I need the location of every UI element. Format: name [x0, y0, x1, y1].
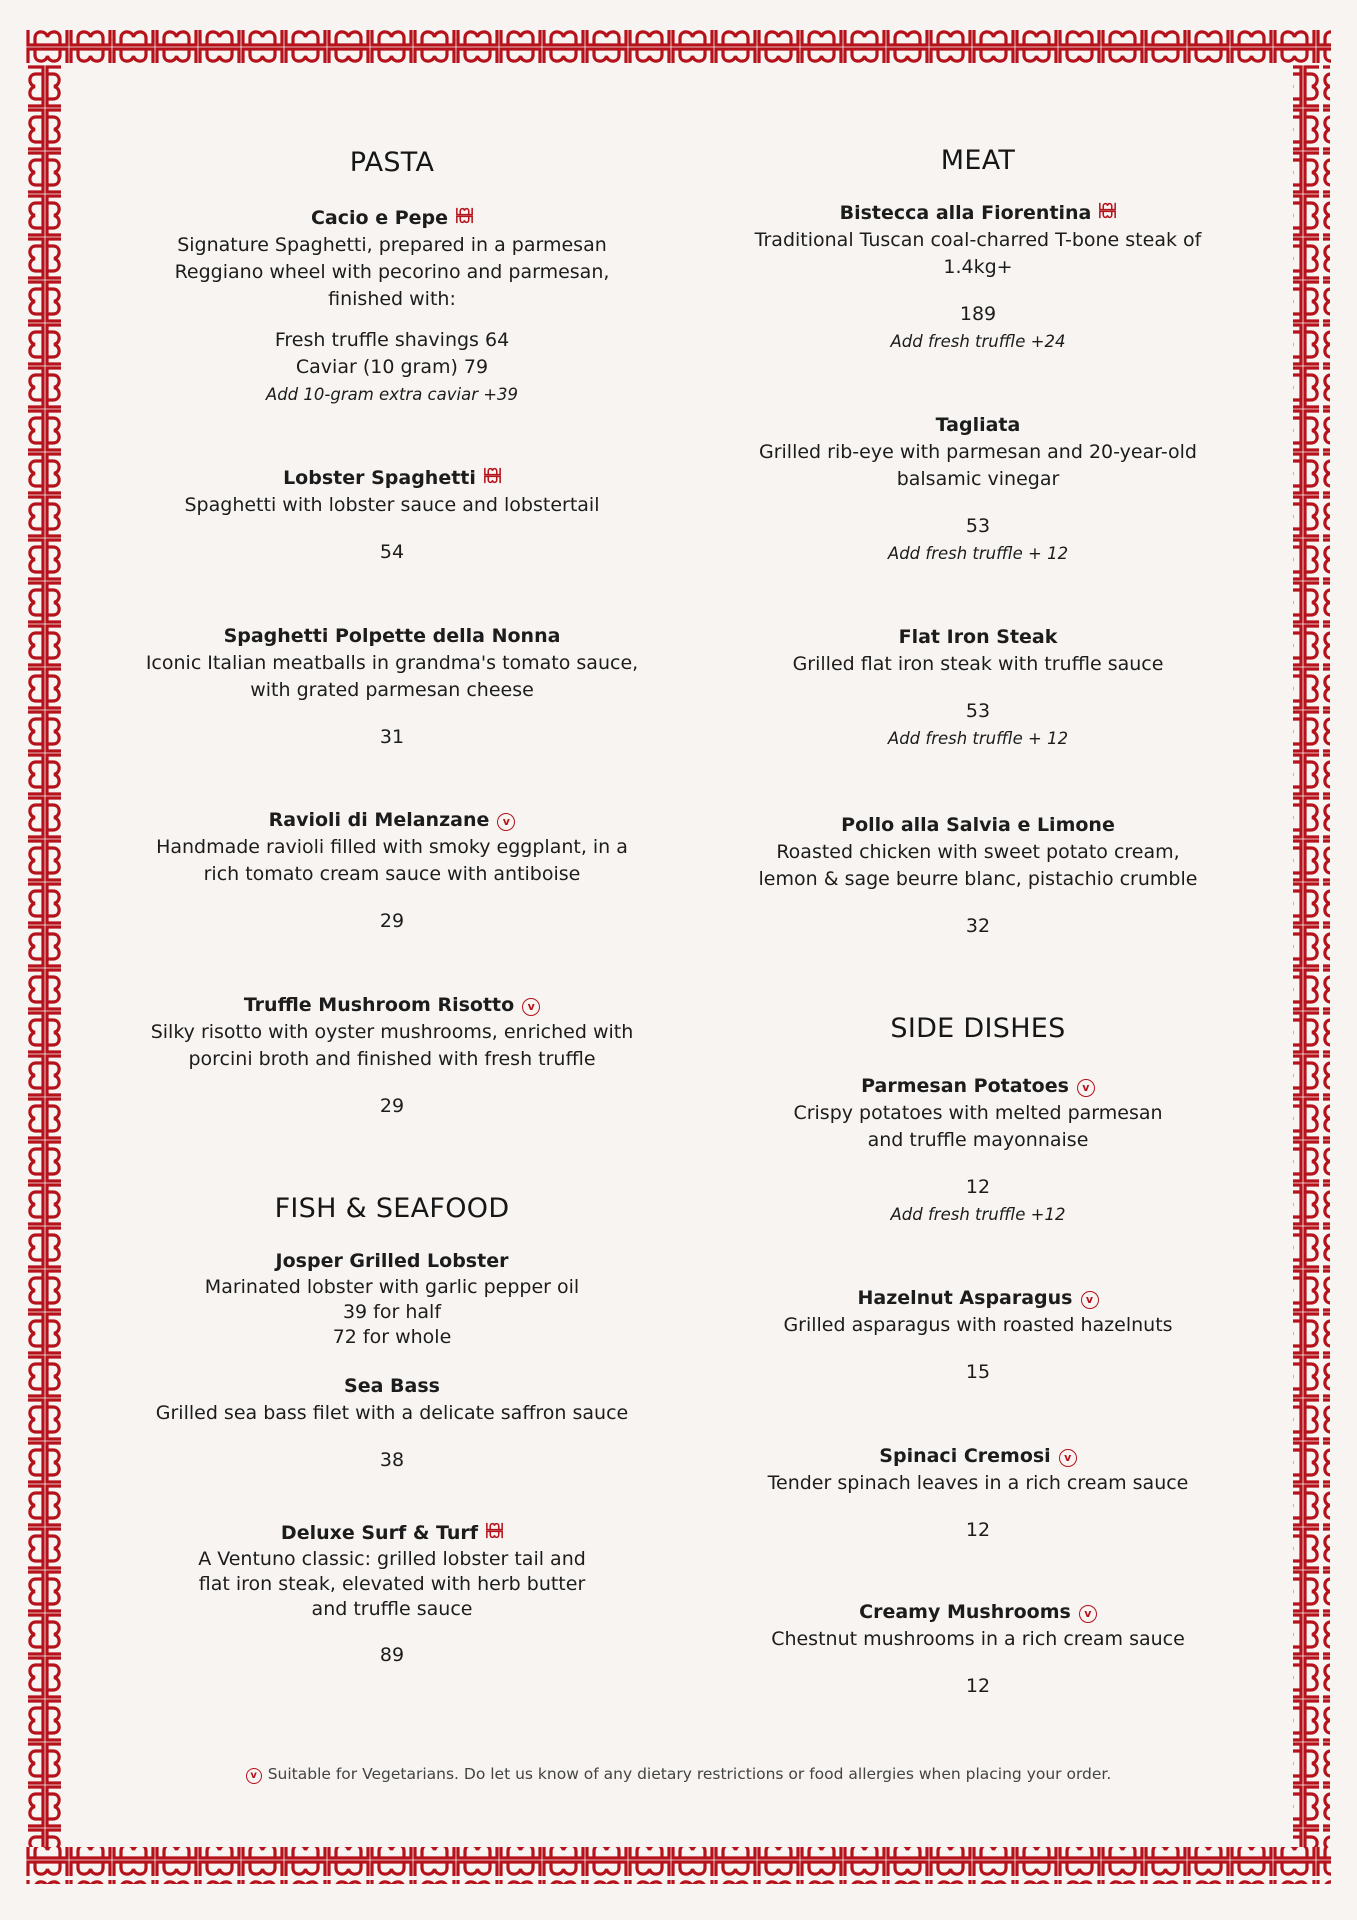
- vegetarian-icon: v: [1081, 1291, 1099, 1309]
- signature-dish-icon: [484, 467, 501, 484]
- vegetarian-icon: v: [246, 1768, 262, 1784]
- dish-parmesan-potatoes: [698, 1073, 1258, 1228]
- dish-flat-iron-steak: [698, 624, 1258, 752]
- dish-sea-bass: [112, 1373, 672, 1474]
- dish-note: Add 10-gram extra caviar +39: [265, 385, 519, 404]
- section-title-fish: FISH & SEAFOOD: [274, 1193, 510, 1224]
- dish-truffle-risotto: [112, 992, 672, 1120]
- dish-note: Add fresh truffle + 12: [887, 544, 1069, 563]
- dish-price: 12: [965, 1519, 991, 1541]
- dish-pollo: [698, 812, 1258, 940]
- dish-price: 53: [965, 515, 991, 537]
- dish-price: 89: [379, 1644, 405, 1666]
- dish-extras: Fresh truffle shavings 64 Caviar (10 gram) 79: [274, 329, 510, 378]
- dish-description: Grilled asparagus with roasted hazelnuts: [783, 1314, 1173, 1336]
- dish-name: Cacio e Pepe: [310, 207, 448, 229]
- dish-price: 32: [965, 915, 991, 937]
- dish-name: Lobster Spaghetti: [283, 467, 476, 489]
- dish-name: Spinaci Cremosi: [879, 1445, 1051, 1467]
- dish-name: Flat Iron Steak: [898, 626, 1058, 648]
- dish-description: Grilled sea bass filet with a delicate saffron sauce: [155, 1402, 629, 1424]
- dish-note: Add fresh truffle +24: [890, 332, 1066, 351]
- dish-surf-turf: [112, 1520, 672, 1669]
- dish-name: Creamy Mushrooms: [859, 1601, 1071, 1623]
- dish-description: Handmade ravioli filled with smoky eggplant, in a rich tomato cream sauce with antiboise: [156, 836, 628, 885]
- dish-description: Iconic Italian meatballs in grandma's tomato sauce, with grated parmesan cheese: [145, 652, 639, 701]
- dish-name: Tagliata: [935, 414, 1021, 436]
- dish-note: Add fresh truffle + 12: [887, 729, 1069, 748]
- vegetarian-icon: v: [1077, 1079, 1095, 1097]
- dish-name: Truffle Mushroom Risotto: [243, 994, 515, 1016]
- dish-name: Deluxe Surf & Turf: [280, 1522, 479, 1544]
- dish-name: Pollo alla Salvia e Limone: [841, 814, 1115, 836]
- signature-dish-icon: [1099, 202, 1116, 219]
- dish-note: Add fresh truffle +12: [890, 1205, 1066, 1224]
- dish-description: Grilled rib-eye with parmesan and 20-year-old balsamic vinegar: [758, 441, 1197, 490]
- dish-price: 189: [959, 303, 997, 325]
- border-left: [26, 65, 63, 1847]
- section-title-meat: MEAT: [940, 145, 1016, 176]
- dish-price: 54: [379, 541, 405, 563]
- dish-creamy-mushrooms: [698, 1599, 1258, 1700]
- dish-price: 31: [379, 726, 405, 748]
- dish-description: Signature Spaghetti, prepared in a parmesan Reggiano wheel with pecorino and parmesan, finished with:: [174, 234, 610, 310]
- dish-description: Spaghetti with lobster sauce and lobstertail: [184, 494, 600, 516]
- dish-ravioli: [112, 807, 672, 935]
- vegetarian-icon: v: [1059, 1449, 1077, 1467]
- dish-bistecca: [698, 200, 1258, 355]
- dish-description: Grilled flat iron steak with truffle sauce: [792, 653, 1164, 675]
- dish-name: Sea Bass: [344, 1375, 440, 1397]
- dish-polpette: [112, 623, 672, 751]
- dish-tagliata: [698, 412, 1258, 567]
- dish-name: Hazelnut Asparagus: [857, 1287, 1073, 1309]
- dish-name: Spaghetti Polpette della Nonna: [223, 625, 561, 647]
- dish-cacio-e-pepe: [112, 205, 672, 408]
- section-title-pasta: PASTA: [349, 147, 435, 178]
- footer-note: [0, 1765, 1357, 1784]
- dish-spinaci-cremosi: [698, 1443, 1258, 1544]
- border-right: [1293, 65, 1330, 1847]
- dish-price: 15: [965, 1361, 991, 1383]
- vegetarian-icon: v: [497, 813, 515, 831]
- border-top: [26, 28, 1331, 65]
- dish-lobster-spaghetti: [112, 465, 672, 566]
- footer-text: Suitable for Vegetarians. Do let us know of any dietary restrictions or food allergies when placing your order.: [267, 1765, 1112, 1783]
- dish-description: Silky risotto with oyster mushrooms, enriched with porcini broth and finished with fresh truffle: [150, 1021, 634, 1070]
- dish-name: Ravioli di Melanzane: [268, 809, 490, 831]
- dish-price: 29: [379, 1095, 405, 1117]
- dish-name: Parmesan Potatoes: [861, 1075, 1069, 1097]
- dish-name: Bistecca alla Fiorentina: [839, 202, 1092, 224]
- dish-description: Tender spinach leaves in a rich cream sauce: [767, 1472, 1189, 1494]
- dish-price: 38: [379, 1449, 405, 1471]
- dish-description: A Ventuno classic: grilled lobster tail and flat iron steak, elevated with herb butter and truffle sauce: [198, 1548, 586, 1620]
- dish-price: 12: [965, 1675, 991, 1697]
- dish-name: Josper Grilled Lobster: [275, 1250, 509, 1272]
- vegetarian-icon: v: [522, 998, 540, 1016]
- signature-dish-icon: [456, 207, 473, 224]
- dish-hazelnut-asparagus: [698, 1285, 1258, 1386]
- border-bottom: [26, 1847, 1331, 1884]
- section-title-sides: SIDE DISHES: [890, 1013, 1066, 1044]
- dish-description: Chestnut mushrooms in a rich cream sauce: [771, 1628, 1185, 1650]
- dish-price: 53: [965, 700, 991, 722]
- dish-description: Crispy potatoes with melted parmesan and truffle mayonnaise: [793, 1102, 1163, 1151]
- dish-description: Marinated lobster with garlic pepper oil 39 for half 72 for whole: [204, 1276, 580, 1348]
- dish-price: 12: [965, 1176, 991, 1198]
- dish-description: Traditional Tuscan coal-charred T-bone steak of 1.4kg+: [754, 229, 1202, 278]
- signature-dish-icon: [486, 1522, 503, 1539]
- dish-josper-lobster: [112, 1248, 672, 1350]
- vegetarian-icon: v: [1079, 1605, 1097, 1623]
- dish-price: 29: [379, 910, 405, 932]
- dish-description: Roasted chicken with sweet potato cream, lemon & sage beurre blanc, pistachio crumble: [758, 841, 1198, 890]
